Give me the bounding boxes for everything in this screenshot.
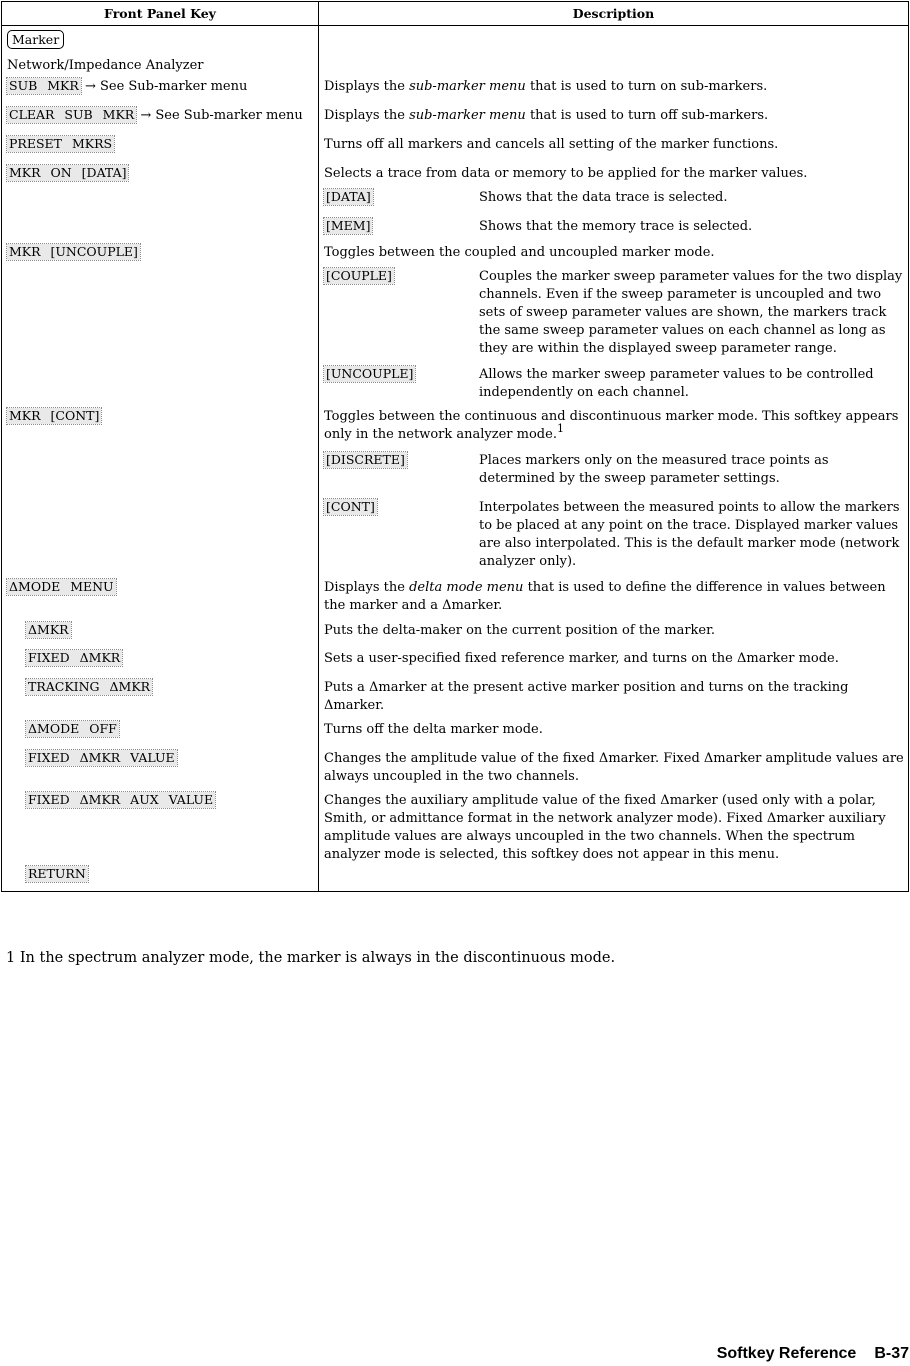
see-sub-marker-menu: → See Sub-marker menu [140,107,303,123]
desc-preset-mkrs: Turns off all markers and cancels all setting of the marker functions. [324,136,779,152]
desc-fixed-delta-mkr: Sets a user-specified fixed reference marker, and turns on the Δmarker mode. [324,650,839,666]
softkey-clear-sub-mkr[interactable]: CLEAR SUB MKR [9,106,135,122]
softkey-couple[interactable]: [COUPLE] [326,267,392,283]
see-sub-marker-menu: → See Sub-marker menu [84,78,248,94]
desc-mkr-uncouple: Toggles between the coupled and uncoupled marker mode. [324,244,715,260]
desc-discrete: Places markers only on the measured trace points as determined by the sweep parameter settings. [479,452,829,486]
desc-delta-mode-off: Turns off the delta marker mode. [324,721,543,737]
section-title: Network/Impedance Analyzer [7,57,204,73]
softkey-discrete[interactable]: [DISCRETE] [326,451,405,467]
page-footer [699,1345,909,1363]
page-number: B-37 [874,1345,909,1362]
desc-mkr-cont: Toggles between the continuous and discontinuous marker mode. This softkey appears only in the network analyzer mode.$^1$ [324,408,899,442]
desc-mkr-on: Selects a trace from data or memory to be applied for the marker values. [324,165,808,181]
softkey-sub-mkr[interactable]: SUB MKR [9,77,79,93]
softkey-mkr-cont[interactable]: MKR [CONT] [9,407,100,423]
softkey-delta-mode-menu[interactable]: ΔMODE MENU [9,578,114,594]
desc-couple: Couples the marker sweep parameter values for the two display channels. Even if the sweep parameter is uncoupled and two sets of sweep parameter values are shown, the markers track the same sweep parameter values on each channel as long as they are within the displayed sweep parameter range. [479,268,903,356]
softkey-data[interactable]: [DATA] [326,188,371,204]
desc-sub-mkr: Displays the sub-marker menu that is used to turn on sub-markers. [324,78,768,94]
marker-hardkey[interactable]: Marker [7,30,64,49]
softkey-fixed-delta-mkr[interactable]: FIXED ΔMKR [28,649,121,665]
footnote: 1 In the spectrum analyzer mode, the marker is always in the discontinuous mode. [6,950,616,966]
softkey-uncouple[interactable]: [UNCOUPLE] [326,365,414,381]
footnote-ref: 1 [556,421,564,435]
header-description: Description [319,2,909,26]
header-front-panel-key: Front Panel Key [2,2,319,26]
softkey-mkr-uncouple[interactable]: MKR [UNCOUPLE] [9,243,138,259]
softkey-delta-mkr[interactable]: ΔMKR [28,621,69,637]
desc-mem: Shows that the memory trace is selected. [479,218,753,234]
desc-delta-mode-menu: Displays the delta mode menu that is used to define the difference in values between the marker and a Δmarker. [324,579,886,613]
softkey-cont[interactable]: [CONT] [326,498,375,514]
desc-fixed-delta-mkr-aux-value: Changes the auxiliary amplitude value of the fixed Δmarker (used only with a polar, Smith, or admittance format in the network analyzer mode). Fixed Δmarker auxiliary amplitude values are always uncoupled in the two channels. When the spectrum analyzer mode is selected, this softkey does not appear in this menu. [324,792,886,862]
desc-cont: Interpolates between the measured points to allow the markers to be placed at any point on the trace. Displayed marker values are also interpolated. This is the default marker mode (network analyzer only). [479,499,900,569]
softkey-return[interactable]: RETURN [28,865,86,881]
softkey-mkr-on-data[interactable]: MKR ON [DATA] [9,164,127,180]
softkey-mem[interactable]: [MEM] [326,217,371,233]
softkey-preset-mkrs[interactable]: PRESET MKRS [9,135,113,151]
desc-tracking-delta-mkr: Puts a Δmarker at the present active marker position and turns on the tracking Δmarker. [324,679,849,713]
softkey-delta-mode-off[interactable]: ΔMODE OFF [28,720,117,736]
softkey-fixed-delta-mkr-aux-value[interactable]: FIXED ΔMKR AUX VALUE [28,791,214,807]
softkey-tracking-delta-mkr[interactable]: TRACKING ΔMKR [28,678,151,694]
desc-clear-sub-mkr: Displays the sub-marker menu that is used to turn off sub-markers. [324,107,769,123]
softkey-table [1,1,909,892]
desc-fixed-delta-mkr-value: Changes the amplitude value of the fixed Δmarker. Fixed Δmarker amplitude values are always uncoupled in the two channels. [324,750,904,784]
footer-section-title: Softkey Reference [716,1345,857,1362]
desc-data: Shows that the data trace is selected. [479,189,728,205]
desc-uncouple: Allows the marker sweep parameter values to be controlled independently on each channel. [479,366,874,400]
softkey-fixed-delta-mkr-value[interactable]: FIXED ΔMKR VALUE [28,749,175,765]
desc-delta-mkr: Puts the delta-maker on the current position of the marker. [324,622,716,638]
